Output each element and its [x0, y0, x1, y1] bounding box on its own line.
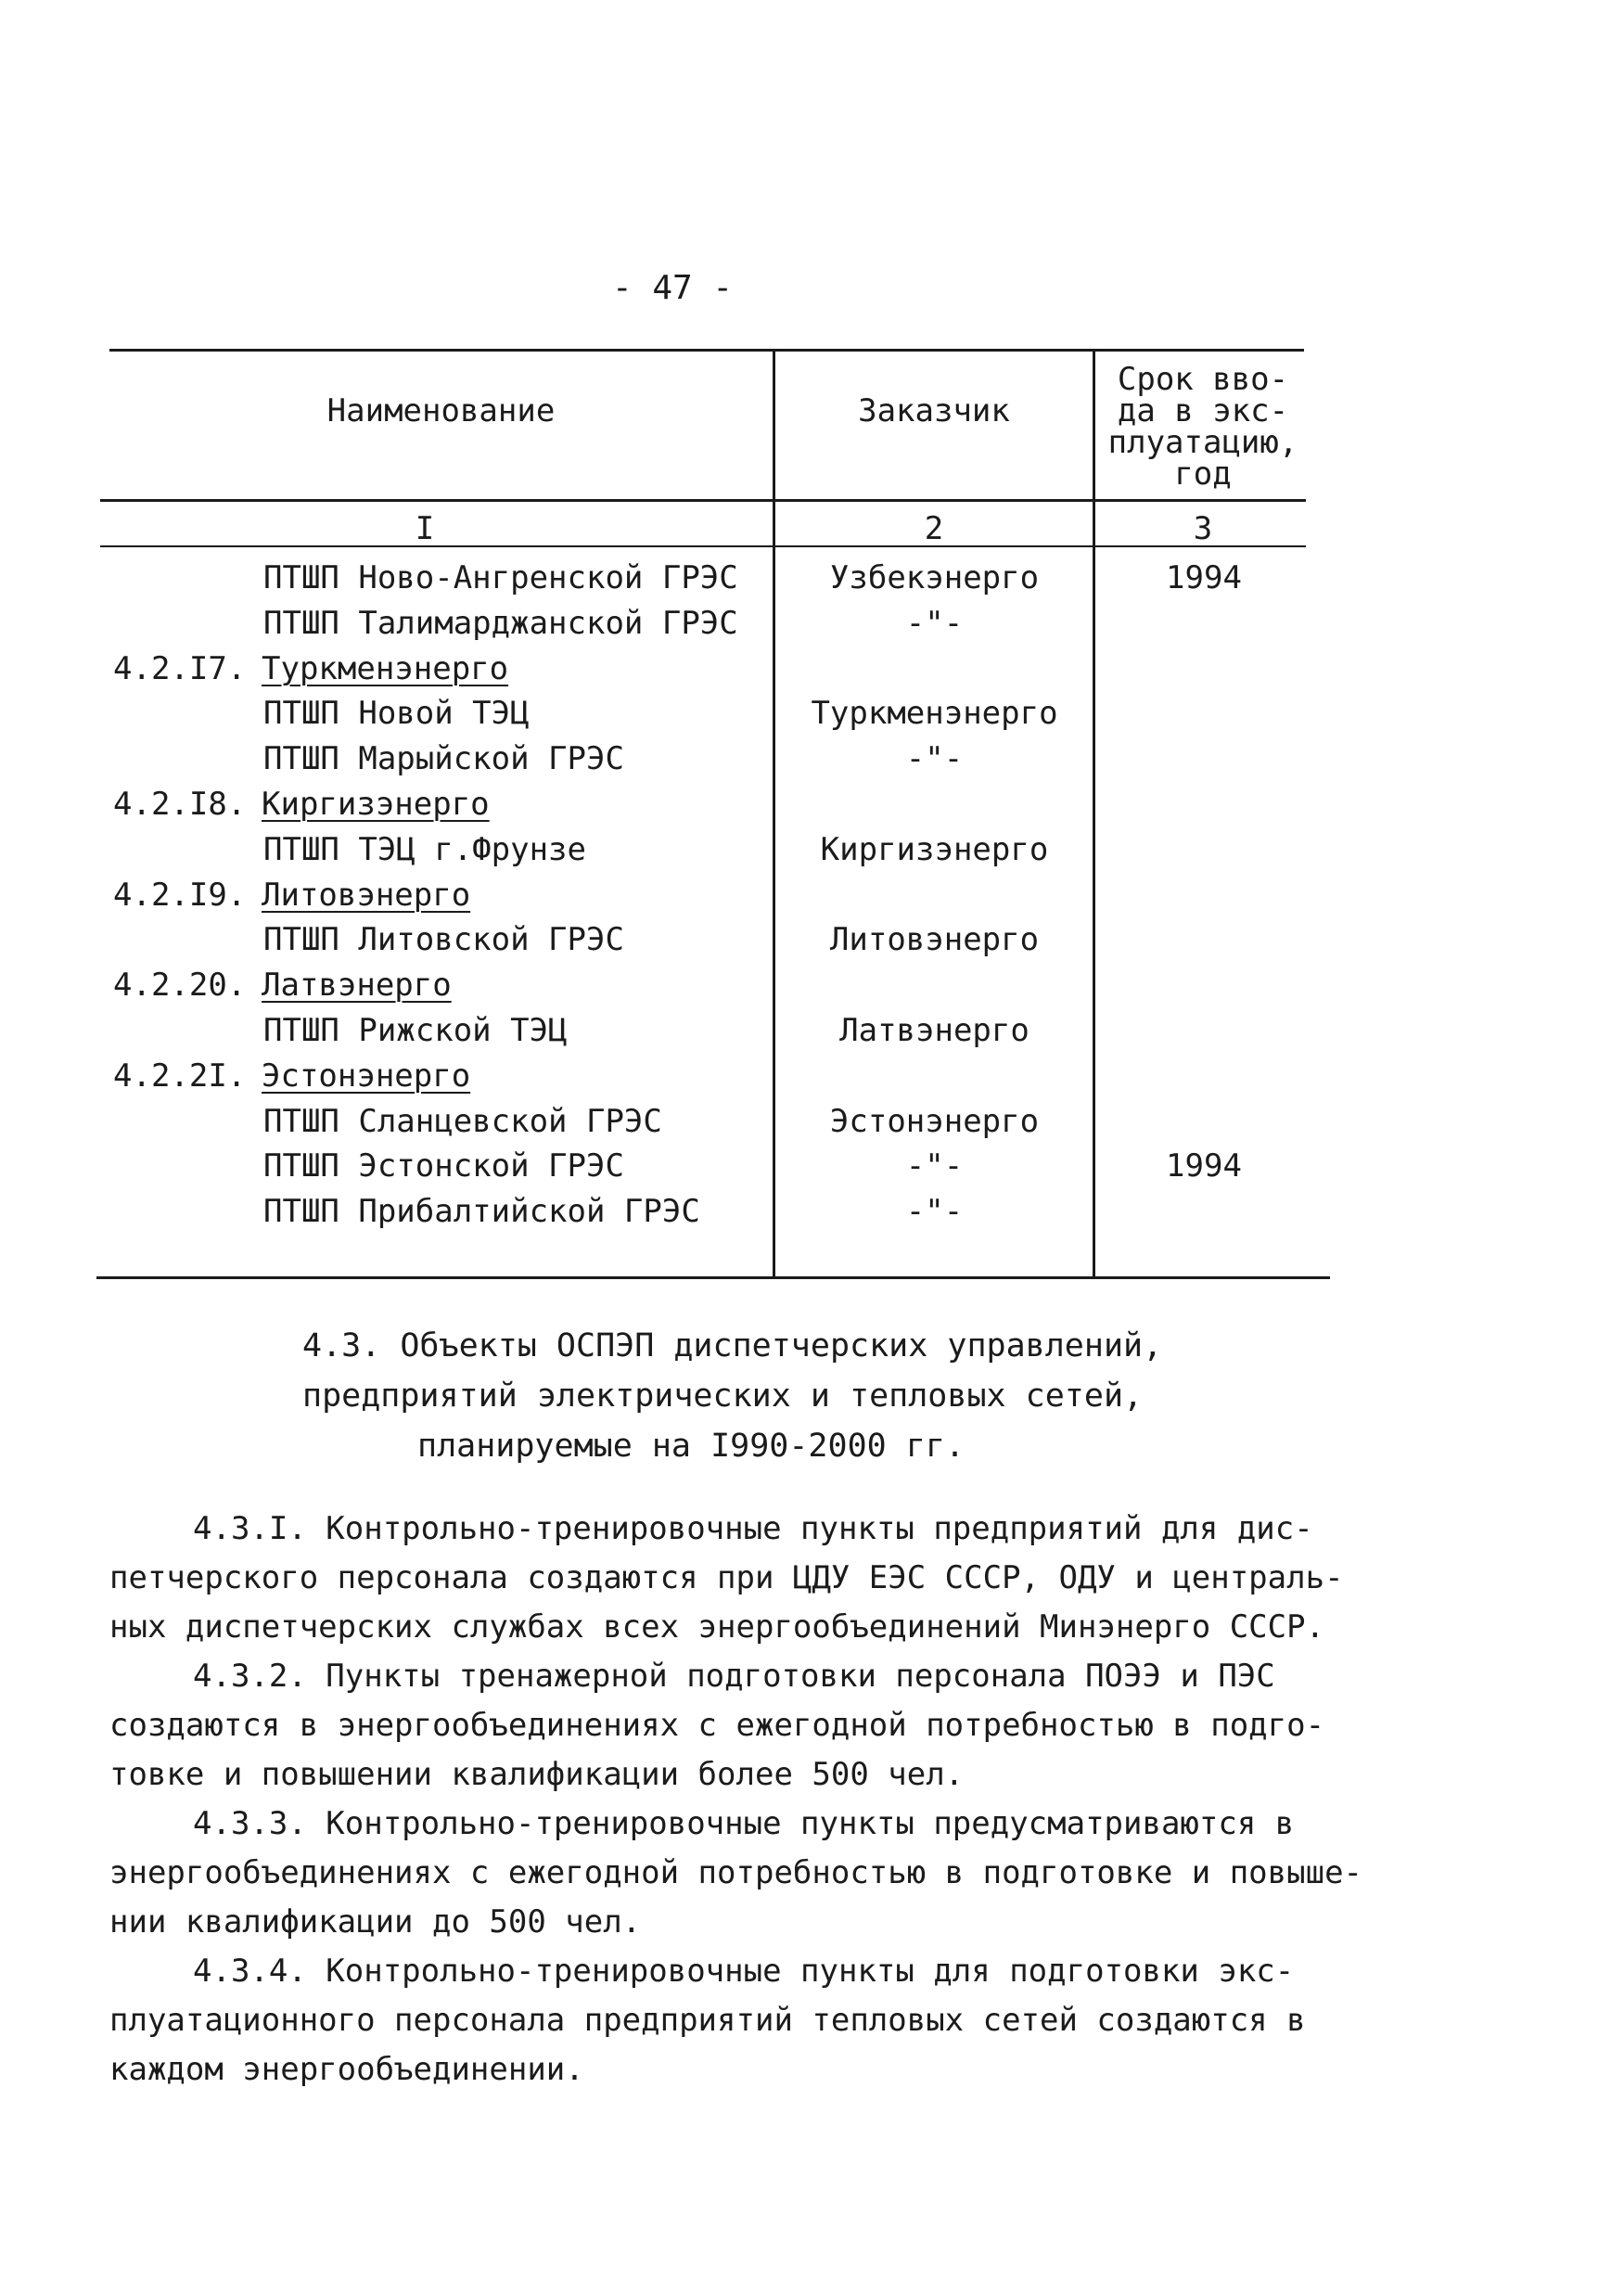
paragraph-line: 4.3.3. Контрольно-тренировочные пункты предусматриваются в	[193, 1805, 1295, 1842]
table-header-rule	[100, 499, 1306, 502]
row-customer: Литовэнерго	[829, 921, 1040, 958]
paragraph-line: 4.3.2. Пункты тренажерной подготовки персонала ПОЭЭ и ПЭС	[193, 1658, 1275, 1695]
column-header-name: Наименование	[326, 392, 556, 429]
paragraph-line: товке и повышении квалификации более 500 чел.	[109, 1756, 965, 1793]
paragraph-line: создаются в энергообъединениях с ежегодной потребностью в подго-	[109, 1707, 1325, 1744]
column-number-3: 3	[1193, 510, 1213, 547]
row-name: ПТШП Новой ТЭЦ	[263, 695, 530, 732]
paragraph-line: нии квалификации до 500 чел.	[109, 1903, 642, 1941]
term-line: Срок вво-	[1117, 361, 1289, 398]
row-customer: -"-	[905, 1193, 964, 1230]
paragraph-4-3-2	[109, 1652, 1334, 1800]
table-top-rule	[109, 349, 1304, 352]
row-number: 4.2.20.	[113, 967, 247, 1004]
paragraph-line: петчерского персонала создаются при ЦДУ ЕЭС СССР, ОДУ и централь-	[109, 1559, 1344, 1596]
row-number: 4.2.I8.	[113, 786, 247, 823]
row-customer: -"-	[905, 1147, 964, 1185]
row-name: ПТШП ТЭЦ г.Фрунзе	[263, 831, 586, 868]
row-year: 1994	[1166, 559, 1242, 596]
row-group-title: Эстонэнерго	[262, 1057, 471, 1095]
row-number: 4.2.I7.	[113, 650, 247, 687]
row-customer: Киргизэнерго	[820, 831, 1049, 868]
page-number: - 47 -	[612, 269, 734, 307]
paragraph-line: каждом энергообъединении.	[109, 2051, 584, 2088]
row-group-title: Литовэнерго	[262, 877, 471, 914]
paragraph-line: энергообъединениях с ежегодной потребностью в подготовке и повыше-	[109, 1854, 1363, 1891]
row-customer: -"-	[905, 605, 964, 642]
term-line: плуатацию,	[1107, 424, 1298, 461]
row-name: ПТШП Талимарджанской ГРЭС	[263, 605, 738, 642]
column-header-term	[1095, 361, 1311, 493]
row-customer: -"-	[905, 740, 964, 777]
row-year: 1994	[1166, 1147, 1242, 1185]
row-group-title: Киргизэнерго	[262, 786, 490, 823]
column-header-customer: Заказчик	[858, 392, 1010, 429]
paragraph-line: плуатационного персонала предприятий тепловых сетей создаются в	[109, 2002, 1306, 2039]
row-name: ПТШП Рижской ТЭЦ	[263, 1012, 568, 1049]
table-col-divider-1	[773, 349, 775, 1276]
paragraph-4-3-3	[109, 1800, 1363, 1947]
paragraph-line: 4.3.4. Контрольно-тренировочные пункты для подготовки экс-	[193, 1953, 1295, 1990]
row-customer: Эстонэнерго	[829, 1103, 1040, 1140]
row-customer: Латвэнерго	[839, 1012, 1029, 1049]
row-group-title: Латвэнерго	[262, 967, 452, 1004]
table-bottom-rule	[96, 1276, 1330, 1279]
row-number: 4.2.I9.	[113, 877, 247, 914]
section-heading-line: предприятий электрических и тепловых сетей,	[302, 1377, 1144, 1415]
row-name: ПТШП Марыйской ГРЭС	[263, 740, 624, 777]
row-name: ПТШП Литовской ГРЭС	[263, 921, 624, 958]
row-name: ПТШП Прибалтийской ГРЭС	[263, 1193, 700, 1230]
row-customer: Туркменэнерго	[811, 695, 1058, 732]
row-customer: Узбекэнерго	[829, 559, 1040, 596]
term-line: год	[1174, 455, 1232, 493]
paragraph-line: 4.3.I. Контрольно-тренировочные пункты предприятий для дис-	[193, 1510, 1313, 1547]
section-heading-line: 4.3. Объекты ОСПЭП диспетчерских управлений,	[302, 1327, 1163, 1364]
paragraph-4-3-4	[109, 1947, 1334, 2094]
column-number-1: I	[415, 510, 435, 547]
paragraph-line: ных диспетчерских службах всех энергообъединений Минэнерго СССР.	[109, 1608, 1325, 1646]
paragraph-4-3-1	[109, 1505, 1344, 1652]
row-group-title: Туркменэнерго	[262, 650, 509, 687]
column-number-2: 2	[924, 510, 944, 547]
row-number: 4.2.2I.	[113, 1057, 247, 1095]
row-name: ПТШП Эстонской ГРЭС	[263, 1147, 624, 1185]
row-name: ПТШП Ново-Ангренской ГРЭС	[263, 559, 738, 596]
row-name: ПТШП Сланцевской ГРЭС	[263, 1103, 662, 1140]
section-heading-line: планируемые на I990-2000 гг.	[417, 1428, 965, 1465]
term-line: да в экс-	[1117, 392, 1289, 429]
